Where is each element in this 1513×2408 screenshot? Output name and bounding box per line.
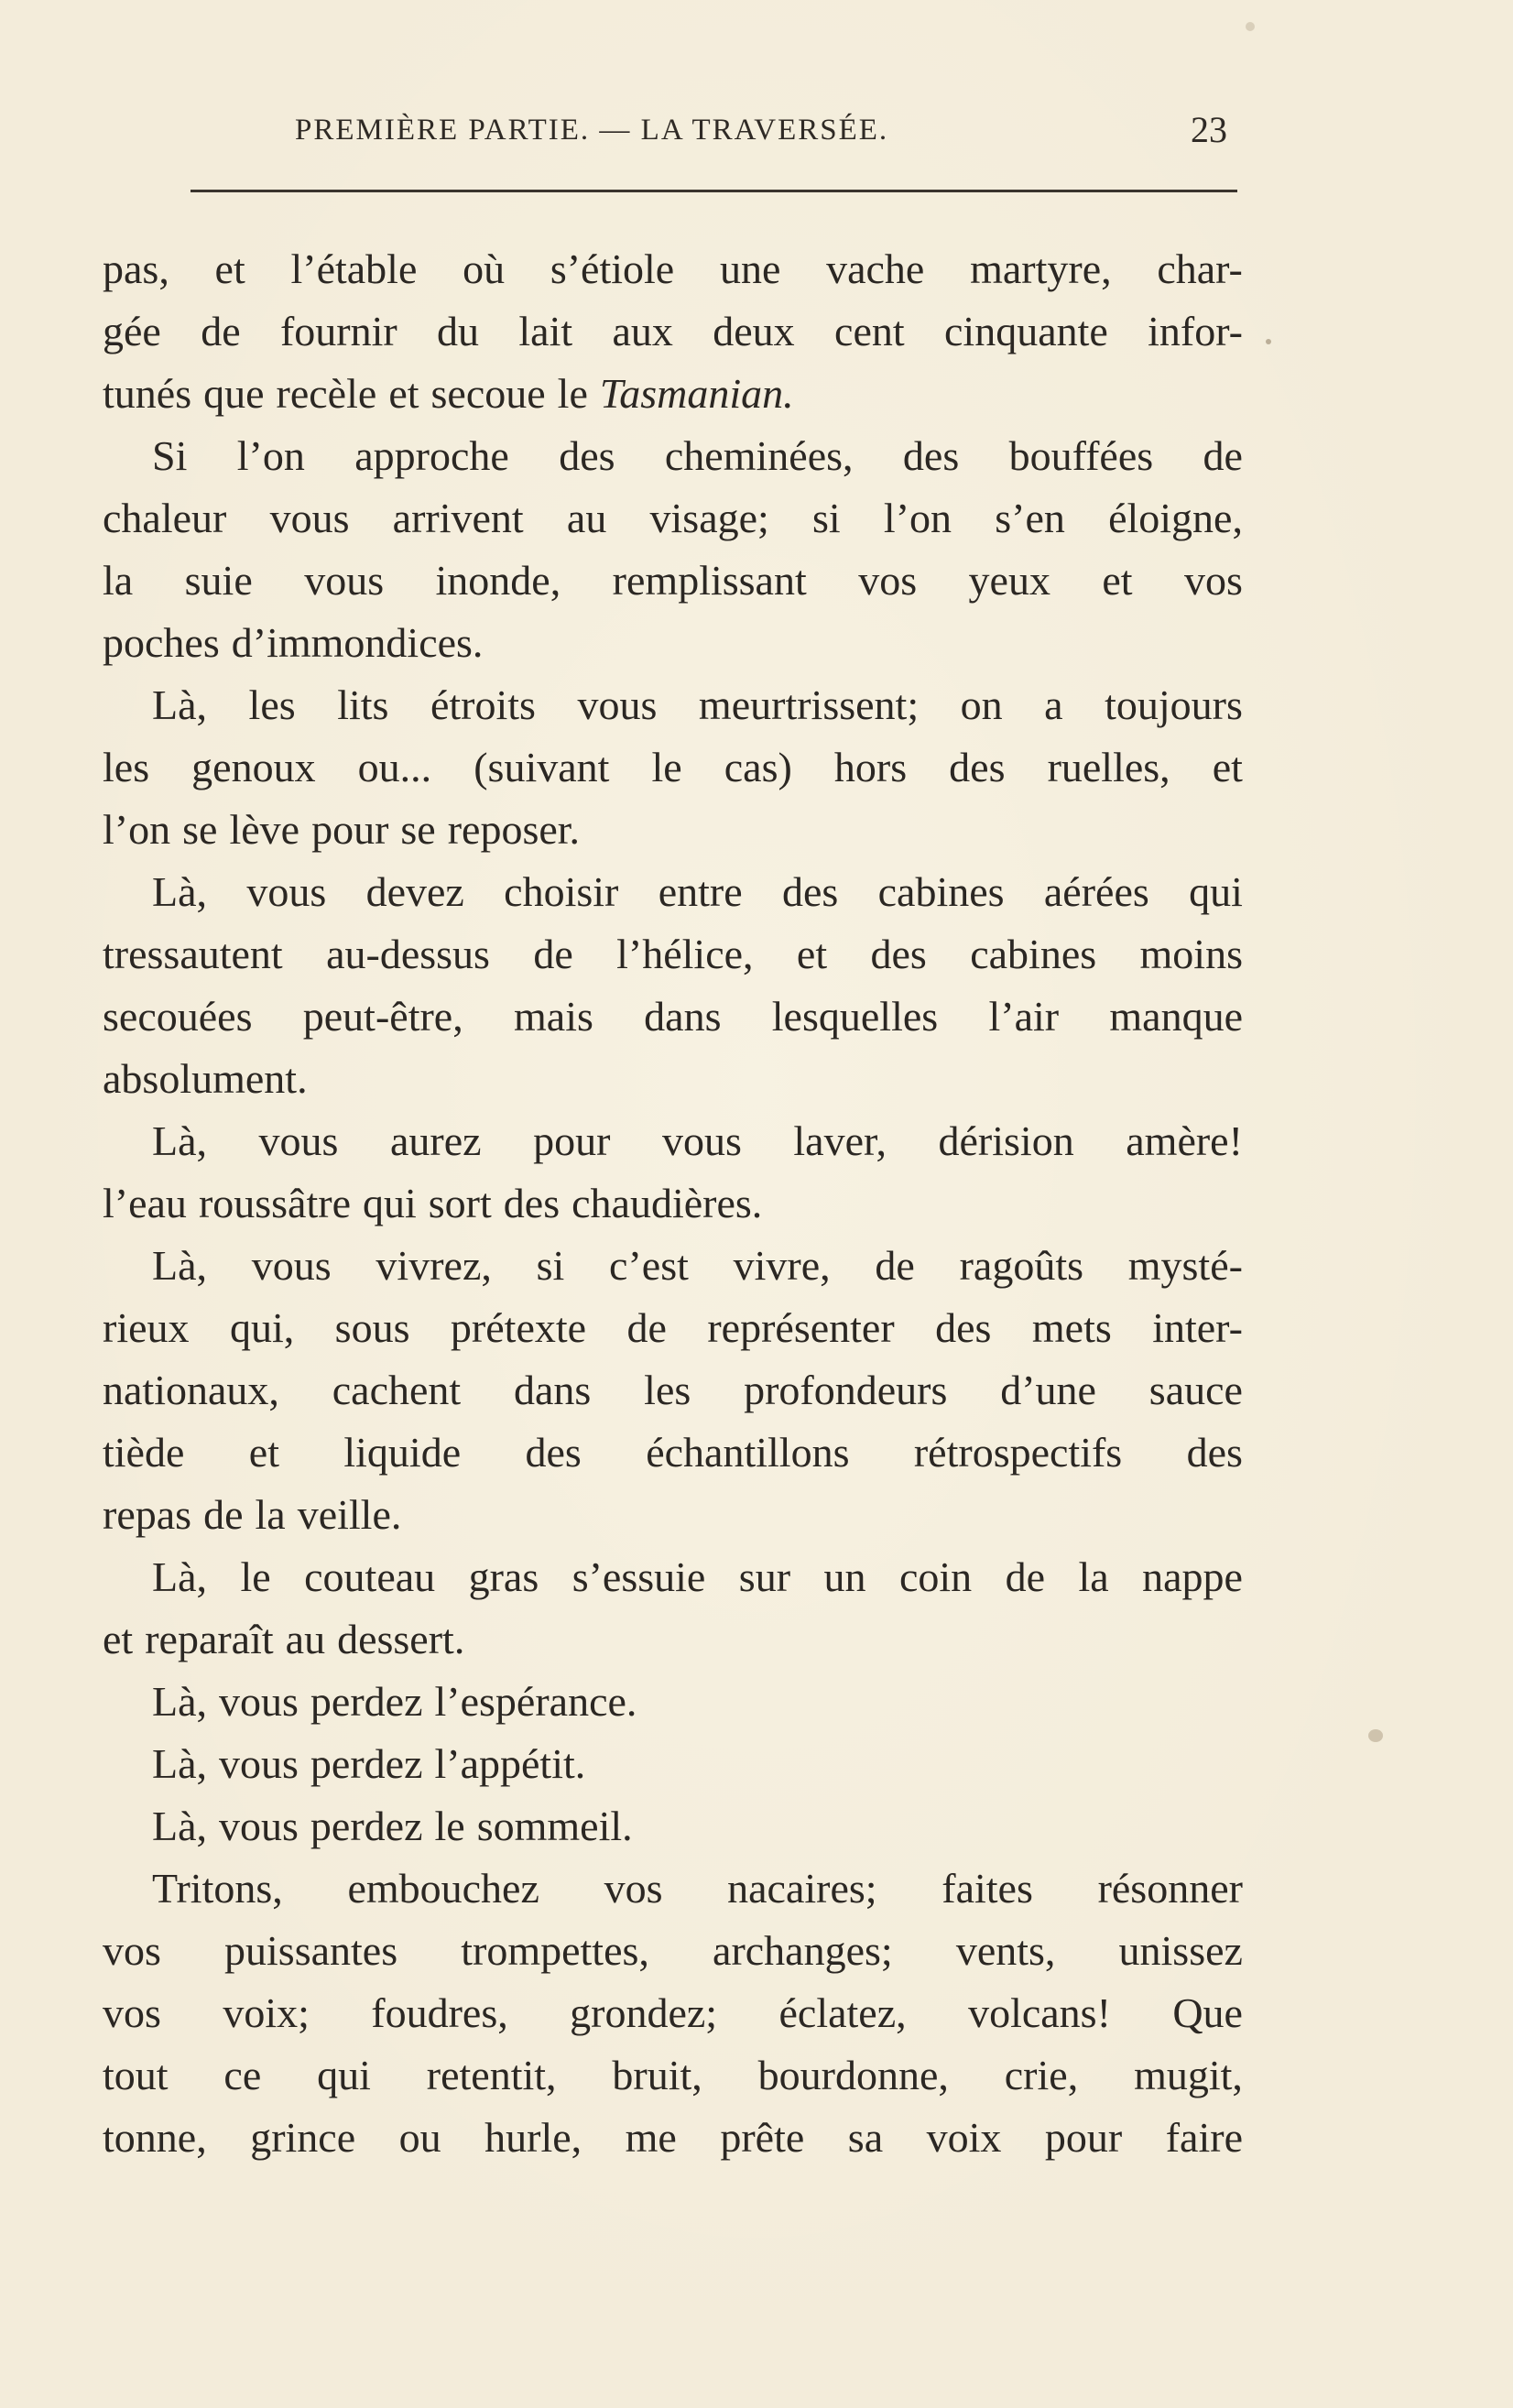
word: Si <box>152 432 188 479</box>
word: remplissant <box>612 557 807 604</box>
word: yeux <box>968 557 1050 604</box>
word: vous <box>219 1740 299 1787</box>
word: aurez <box>389 1117 482 1164</box>
text-line <box>103 1608 1243 1671</box>
word: sur <box>738 1553 791 1600</box>
word: et <box>796 931 828 977</box>
word: liquide <box>343 1429 462 1476</box>
word: des <box>949 744 1006 790</box>
word: de <box>533 931 573 977</box>
word: perdez <box>310 1678 423 1725</box>
word: vents, <box>955 1927 1056 1974</box>
word: les <box>248 681 296 728</box>
word: on <box>960 681 1003 728</box>
word: un <box>823 1553 866 1600</box>
word: pour <box>533 1117 611 1164</box>
word: l’appétit. <box>434 1740 586 1787</box>
word: l’espérance. <box>434 1678 637 1725</box>
word: vos <box>103 1989 161 2036</box>
word: vous <box>304 557 385 604</box>
text-line <box>103 1671 1243 1733</box>
word: et <box>388 370 419 417</box>
word: reposer. <box>447 806 581 853</box>
word: vache <box>826 245 925 292</box>
word: au <box>285 1616 326 1662</box>
word: au <box>566 495 607 541</box>
word: des <box>525 1429 582 1476</box>
word: cent <box>834 308 905 354</box>
word: entre <box>658 868 743 915</box>
word: rieux <box>103 1304 190 1351</box>
word: l’on <box>103 806 171 853</box>
word: Tritons, <box>152 1865 283 1912</box>
word: échantillons <box>646 1429 850 1476</box>
text-line <box>103 986 1243 1048</box>
word: secouées <box>103 993 253 1040</box>
word: Là, <box>152 681 208 728</box>
word: vos <box>103 1927 161 1974</box>
word: l’air <box>988 993 1060 1040</box>
word: recèle <box>276 370 377 417</box>
word: le <box>240 1553 271 1600</box>
word: roussâtre <box>198 1180 351 1226</box>
word: suie <box>184 557 253 604</box>
word: profondeurs <box>744 1367 948 1413</box>
word: chaudières. <box>571 1180 763 1226</box>
word: perdez <box>310 1740 423 1787</box>
word: cachent <box>332 1367 462 1413</box>
word: de <box>875 1242 915 1289</box>
text-line <box>103 1359 1243 1422</box>
word: vous <box>258 1117 339 1164</box>
word: nappe <box>1142 1553 1243 1600</box>
word: et <box>214 245 245 292</box>
page-number: 23 <box>1191 109 1227 150</box>
text-line <box>103 861 1243 923</box>
word: éclatez, <box>778 1989 907 2036</box>
word: et <box>248 1429 279 1476</box>
word: cas) <box>724 744 792 790</box>
word: dessert. <box>337 1616 465 1662</box>
word: vous <box>219 1803 299 1849</box>
word: tunés <box>103 370 192 417</box>
word: cinquante <box>944 308 1108 354</box>
word: gée <box>103 308 161 354</box>
word: volcans! <box>968 1989 1111 2036</box>
word: les <box>644 1367 691 1413</box>
text-line <box>103 1172 1243 1235</box>
word: si <box>536 1242 565 1289</box>
word: amère! <box>1126 1117 1243 1164</box>
word: hors <box>833 744 908 790</box>
word: mets <box>1031 1304 1112 1351</box>
word: lait <box>518 308 573 354</box>
word: vos <box>858 557 918 604</box>
word: perdez <box>310 1803 423 1849</box>
word: lève <box>229 806 300 853</box>
word: Là, <box>152 868 208 915</box>
word: crie, <box>1004 2052 1079 2098</box>
text-line <box>103 1110 1243 1172</box>
word: une <box>719 245 781 292</box>
word: trompettes, <box>461 1927 649 1974</box>
text-line <box>103 1235 1243 1297</box>
word: se <box>400 806 436 853</box>
word: représenter <box>707 1304 895 1351</box>
word: l’on <box>236 432 305 479</box>
word: la <box>103 557 134 604</box>
word: cabines <box>877 868 1005 915</box>
word: nationaux, <box>103 1367 279 1413</box>
word: de <box>626 1304 667 1351</box>
word: de <box>203 1491 244 1538</box>
word: sauce <box>1148 1367 1243 1413</box>
text-line <box>103 1422 1243 1484</box>
word: vos <box>604 1865 663 1912</box>
text-line <box>103 1858 1243 1920</box>
word: sa <box>847 2114 884 2161</box>
word: qui, <box>229 1304 295 1351</box>
word: vous <box>219 1678 299 1725</box>
word: pas, <box>103 245 169 292</box>
word: poches <box>103 619 220 666</box>
word: aux <box>612 308 673 354</box>
word: tiède <box>103 1429 185 1476</box>
word: retentit, <box>426 2052 557 2098</box>
word: absolument. <box>103 1055 308 1102</box>
word: étroits <box>430 681 536 728</box>
header-rule <box>190 190 1237 192</box>
word: ou... <box>357 744 432 790</box>
word: cabines <box>970 931 1097 977</box>
word: laver, <box>793 1117 887 1164</box>
word: et <box>103 1616 134 1662</box>
word: dérision <box>938 1117 1074 1164</box>
word: inter- <box>1152 1304 1243 1351</box>
text-line <box>103 2044 1243 2107</box>
running-head: PREMIÈRE PARTIE. — LA TRAVERSÉE. <box>295 114 889 147</box>
word: cheminées, <box>664 432 854 479</box>
word: vous <box>246 868 327 915</box>
word: sous <box>334 1304 410 1351</box>
word: me <box>625 2114 677 2161</box>
text-line <box>103 1733 1243 1795</box>
word: coin <box>898 1553 973 1600</box>
word: voix <box>926 2114 1002 2161</box>
text-line <box>103 238 1243 300</box>
word: Là, <box>152 1117 208 1164</box>
word: inonde, <box>435 557 561 604</box>
word: dans <box>514 1367 592 1413</box>
word: des <box>503 1180 561 1226</box>
word: l’étable <box>290 245 418 292</box>
word: de <box>1203 432 1243 479</box>
word: que <box>203 370 265 417</box>
word: approche <box>354 432 509 479</box>
word: ce <box>223 2052 262 2098</box>
word: qui <box>317 2052 371 2098</box>
word: moins <box>1139 931 1243 977</box>
text-line <box>103 550 1243 612</box>
word: vivrez, <box>376 1242 492 1289</box>
text-line <box>103 1982 1243 2044</box>
word: vous <box>251 1242 332 1289</box>
word: faites <box>942 1865 1033 1912</box>
text-line <box>103 363 1243 425</box>
word: des <box>870 931 927 977</box>
word: vous <box>661 1117 742 1164</box>
word: lits <box>337 681 389 728</box>
word: s’étiole <box>550 245 675 292</box>
word: ruelles, <box>1047 744 1170 790</box>
word: embouchez <box>347 1865 539 1912</box>
word: ou <box>398 2114 441 2161</box>
word: tonne, <box>103 2114 207 2161</box>
word: des <box>559 432 615 479</box>
word: manque <box>1109 993 1243 1040</box>
text-line <box>103 736 1243 799</box>
word: genoux <box>191 744 316 790</box>
word: chaleur <box>103 495 227 541</box>
text-line <box>103 2107 1243 2169</box>
word: qui <box>363 1180 417 1226</box>
word: le <box>651 744 682 790</box>
word: Là, <box>152 1740 208 1787</box>
word: foudres, <box>371 1989 508 2036</box>
word: char- <box>1157 245 1243 292</box>
word: Là, <box>152 1678 208 1725</box>
word: vivre, <box>733 1242 831 1289</box>
word: la <box>1078 1553 1109 1600</box>
word: a <box>1044 681 1063 728</box>
word: aérées <box>1043 868 1149 915</box>
paper-speck <box>1368 1729 1383 1742</box>
word: s’essuie <box>571 1553 706 1600</box>
word: mugit, <box>1134 2052 1243 2098</box>
word: de <box>1005 1553 1046 1600</box>
word: toujours <box>1105 681 1243 728</box>
word: Là, <box>152 1553 208 1600</box>
text-line <box>103 1297 1243 1359</box>
word: vous <box>269 495 350 541</box>
word: sort <box>428 1180 492 1226</box>
word: archanges; <box>713 1927 893 1974</box>
word: éloigne, <box>1108 495 1243 541</box>
body-text <box>103 238 1243 2169</box>
word: le <box>434 1803 465 1849</box>
word: puissantes <box>224 1927 398 1974</box>
word: tout <box>103 2052 169 2098</box>
word: veille. <box>297 1491 402 1538</box>
word: bruit, <box>612 2052 702 2098</box>
text-line <box>103 1484 1243 1546</box>
text-line <box>103 1546 1243 1608</box>
word: des <box>902 432 960 479</box>
word: pour <box>311 806 389 853</box>
word: secoue <box>430 370 546 417</box>
word: dans <box>644 993 722 1040</box>
word: fournir <box>279 308 397 354</box>
word: prête <box>720 2114 805 2161</box>
word: (suivant <box>473 744 610 790</box>
word: reparaît <box>145 1616 274 1662</box>
word: visage; <box>649 495 769 541</box>
word: unissez <box>1118 1927 1243 1974</box>
word: tressautent <box>103 931 283 977</box>
word: infor- <box>1148 308 1243 354</box>
word: couteau <box>304 1553 436 1600</box>
word: des <box>935 1304 992 1351</box>
word: nacaires; <box>727 1865 877 1912</box>
word: arrivent <box>392 495 524 541</box>
word: devez <box>365 868 464 915</box>
word: martyre, <box>970 245 1112 292</box>
word: lesquelles <box>771 993 939 1040</box>
word: des <box>781 868 839 915</box>
word: prétexte <box>450 1304 587 1351</box>
paper-speck <box>1246 22 1255 31</box>
word: s’en <box>995 495 1065 541</box>
word: meurtrissent; <box>698 681 920 728</box>
word: rétrospectifs <box>913 1429 1123 1476</box>
word: peut-être, <box>302 993 463 1040</box>
word: Que <box>1172 1989 1243 2036</box>
word: si <box>812 495 841 541</box>
word: hurle, <box>484 2114 582 2161</box>
word: grondez; <box>570 1989 718 2036</box>
text-line <box>103 487 1243 550</box>
word: repas <box>103 1491 192 1538</box>
word: où <box>463 245 506 292</box>
word: sommeil. <box>476 1803 633 1849</box>
word: au-dessus <box>326 931 490 977</box>
text-line <box>103 674 1243 736</box>
text-line <box>103 612 1243 674</box>
text-line <box>103 923 1243 986</box>
text-line <box>103 799 1243 861</box>
word: les <box>103 744 150 790</box>
text-line <box>103 300 1243 363</box>
text-line <box>103 1795 1243 1858</box>
word: le <box>557 370 588 417</box>
word: d’immondices. <box>231 619 484 666</box>
text-line <box>103 425 1243 487</box>
word: la <box>255 1491 286 1538</box>
word: l’on <box>883 495 952 541</box>
word: Là, <box>152 1803 208 1849</box>
word: l’hélice, <box>616 931 754 977</box>
word: des <box>1186 1429 1243 1476</box>
word: deux <box>713 308 795 354</box>
word: qui <box>1189 868 1243 915</box>
word: résonner <box>1097 1865 1243 1912</box>
word: choisir <box>504 868 619 915</box>
paper-speck <box>1266 339 1271 344</box>
word: Là, <box>152 1242 208 1289</box>
word: bourdonne, <box>757 2052 949 2098</box>
word: vous <box>577 681 658 728</box>
word: grince <box>250 2114 356 2161</box>
word: mais <box>514 993 593 1040</box>
word: d’une <box>1000 1367 1096 1413</box>
word: faire <box>1165 2114 1243 2161</box>
word: vos <box>1184 557 1243 604</box>
word: se <box>182 806 218 853</box>
word: gras <box>468 1553 539 1600</box>
word: mysté- <box>1127 1242 1243 1289</box>
word: c’est <box>609 1242 689 1289</box>
ship-name: Tasmanian. <box>599 370 794 417</box>
word: et <box>1212 744 1243 790</box>
word: de <box>201 308 241 354</box>
word: et <box>1102 557 1133 604</box>
word: voix; <box>223 1989 310 2036</box>
word: du <box>437 308 480 354</box>
text-line <box>103 1920 1243 1982</box>
text-line <box>103 1048 1243 1110</box>
word: pour <box>1044 2114 1123 2161</box>
word: bouffées <box>1008 432 1154 479</box>
word: ragoûts <box>959 1242 1083 1289</box>
word: l’eau <box>103 1180 187 1226</box>
